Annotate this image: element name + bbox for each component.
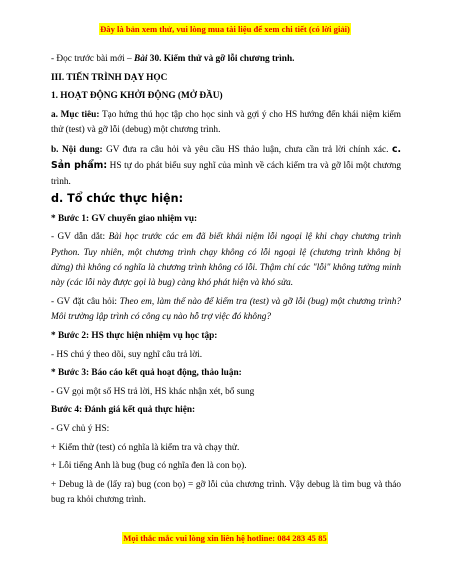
question-paragraph: - GV đặt câu hỏi: Theo em, làm thế nào để kiểm tra (test) và gỡ lỗi (bug) một chương trình? Môi trường lập trình có công cụ nào hỗ trợ việc đó không? [51, 297, 402, 323]
preview-banner-text: Đây là bản xem thử, vui lòng mua tài liệu để xem chi tiết (có lời giải) [100, 24, 350, 34]
activity-heading: 1. HOẠT ĐỘNG KHỞI ĐỘNG (MỞ ĐẦU) [51, 91, 223, 102]
step2-heading: * Bước 2: HS thực hiện nhiệm vụ học tập: [51, 331, 218, 341]
lead-in-paragraph: - GV dẫn dắt: Bài học trước các em đã biết khái niệm lỗi ngoại lệ khi chạy chương trình Python. Tuy nhiên, một chương trình chạy không có lỗi ngoại lệ (chương trình không bị dừng) thì không có nghĩa là chương trình không có lỗi. Thậm chí các "lỗi" không tường minh này (các lỗi này được gọi là bug) càng khó phát hiện và khó sửa. [51, 232, 401, 289]
preview-banner [0, 24, 450, 34]
step4-text: - GV chủ ý HS: [51, 423, 110, 434]
hotline-banner-text: Mọi thắc mắc vui lòng xin liên hệ hotline: 084 283 45 85 [123, 533, 327, 543]
list-item: + Debug là de (lấy ra) bug (con bọ) = gỡ lỗi của chương trình. Vậy debug là tìm bug và tháo bug ra khỏi chương trình. [51, 479, 401, 506]
content-paragraph: b. Nội dung: GV đưa ra câu hỏi và yêu cầu HS thảo luận, chưa cần trả lời chính xác. c. Sản phẩm: HS tự do phát biểu suy nghĩ của mình về cách kiểm tra và gỡ lỗi một chương trình. [51, 143, 401, 187]
list-item: + Lỗi tiếng Anh là bug (bug có nghĩa đen là con bọ). [51, 461, 247, 472]
step3-text: - GV gọi một số HS trả lời, HS khác nhận xét, bổ sung [51, 386, 255, 397]
step3-heading: * Bước 3: Báo cáo kết quả hoạt động, thảo luận: [51, 368, 242, 379]
organize-heading: d. Tổ chức thực hiện: [51, 192, 184, 205]
list-item: + Kiểm thử (test) có nghĩa là kiểm tra và chạy thử. [51, 442, 240, 453]
read-next-lesson: - Đọc trước bài mới – Bài 30. Kiểm thử và gỡ lỗi chương trình. [51, 54, 295, 64]
step4-heading: Bước 4: Đánh giá kết quả thực hiện: [51, 405, 196, 416]
section-heading: III. TIẾN TRÌNH DẠY HỌC [51, 72, 168, 83]
goal-paragraph: a. Mục tiêu: Tạo hứng thú học tập cho học sinh và gợi ý cho HS hướng đến khái niệm kiểm thử (test) và gỡ lỗi (debug) một chương trình. [51, 109, 402, 136]
step1-heading: * Bước 1: GV chuyển giao nhiệm vụ: [51, 213, 198, 224]
hotline-banner [0, 533, 450, 543]
step2-text: - HS chú ý theo dõi, suy nghĩ câu trả lời. [51, 349, 203, 360]
document-body [51, 52, 401, 512]
